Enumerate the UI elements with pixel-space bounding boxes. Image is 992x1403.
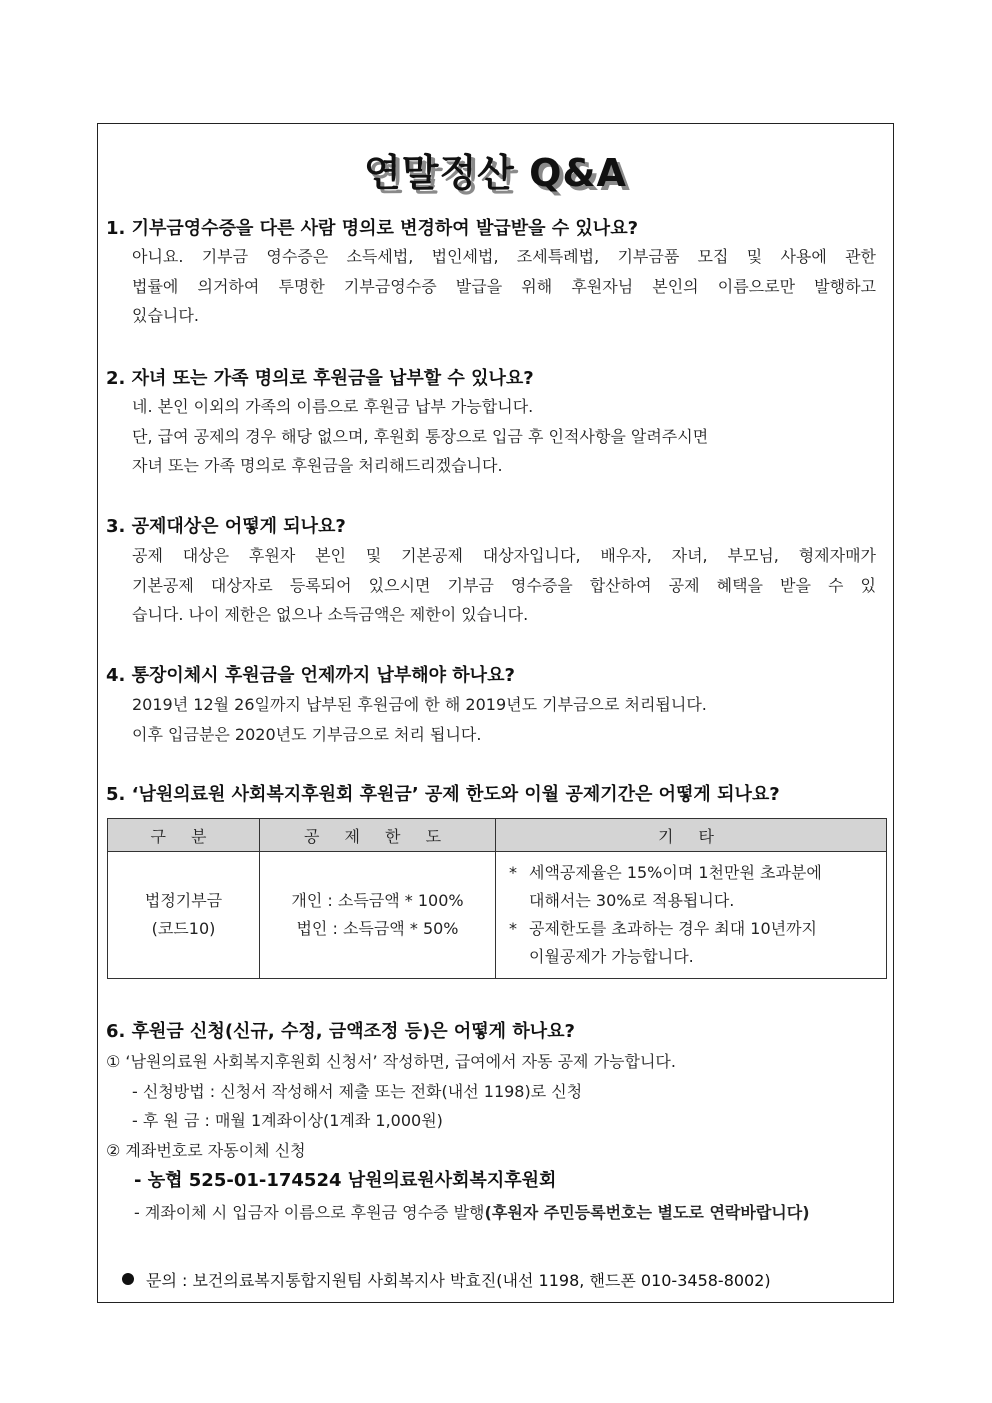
contact-text: 문의 : 보건의료복지통합지원팀 사회복지사 박효진(내선 1198, 핸드폰 010-3458-8002) <box>146 1271 771 1290</box>
note-line: 공제한도를 초과하는 경우 최대 10년까지 <box>529 919 817 938</box>
apply-item-1: ① ‘남원의료원 사회복지후원회 신청서’ 작성하면, 급여에서 자동 공제 가능합니다. <box>106 1052 676 1071</box>
table-header: 구 분 <box>108 819 260 852</box>
answer-1-line: 있습니다. <box>132 306 199 325</box>
asterisk-icon: * <box>509 919 517 938</box>
question-1: 1. 기부금영수증을 다른 사람 명의로 변경하여 발급받을 수 있나요? <box>106 218 639 239</box>
table-header-row <box>108 819 887 852</box>
note-line: 대해서는 30%로 적용됩니다. <box>529 891 735 910</box>
apply-method: - 신청방법 : 신청서 작성해서 제출 또는 전화(내선 1198)로 신청 <box>132 1082 583 1101</box>
answer-1-line: 법률에 의거하여 투명한 기부금영수증 발급을 위해 후원자님 본인의 이름으로만 발행하고 <box>132 276 876 296</box>
answer-4 <box>132 690 876 749</box>
answer-4-line: 이후 입금분은 2020년도 기부금으로 처리 됩니다. <box>132 724 482 744</box>
question-6: 6. 후원금 신청(신규, 수정, 금액조정 등)은 어떻게 하나요? <box>106 1021 575 1042</box>
notes-cell <box>496 852 887 979</box>
answer-1-line: 아니요. 기부금 영수증은 소득세법, 법인세법, 조세특례법, 기부금품 모집 및 사용에 관한 <box>132 247 876 266</box>
apply-amount: - 후 원 금 : 매월 1계좌이상(1계좌 1,000원) <box>132 1111 443 1130</box>
table-header: 기 타 <box>496 819 887 852</box>
table-header: 공 제 한 도 <box>260 819 496 852</box>
apply-item-2: ② 계좌번호로 자동이체 신청 <box>106 1141 306 1160</box>
bullet-icon <box>122 1273 134 1285</box>
question-3: 3. 공제대상은 어떻게 되나요? <box>106 516 346 537</box>
answer-3-line: 공제 대상은 후원자 본인 및 기본공제 대상자입니다, 배우자, 자녀, 부모님, 형제자매가 <box>132 546 876 565</box>
note-item <box>509 859 871 915</box>
page-title: 연말정산 Q&A <box>364 151 627 195</box>
contact-line <box>122 1268 771 1291</box>
note-line: 이월공제가 가능합니다. <box>529 947 694 966</box>
receipt-note-text: - 계좌이체 시 입금자 이름으로 후원금 영수증 발행 <box>134 1203 485 1222</box>
limit-cell <box>260 852 496 979</box>
note-item <box>509 915 871 971</box>
answer-2-line: 네. 본인 이외의 가족의 이름으로 후원금 납부 가능합니다. <box>132 397 534 416</box>
answer-3 <box>132 541 876 630</box>
question-2: 2. 자녀 또는 가족 명의로 후원금을 납부할 수 있나요? <box>106 368 534 389</box>
deduction-table <box>107 818 887 979</box>
answer-2 <box>132 392 876 481</box>
answer-2-line: 자녀 또는 가족 명의로 후원금을 처리해드리겠습니다. <box>132 456 503 475</box>
limit-corporate: 법인 : 소득금액 * 50% <box>296 919 459 938</box>
bank-account: - 농협 525-01-174524 남원의료원사회복지후원회 <box>134 1170 557 1191</box>
question-5: 5. ‘남원의료원 사회복지후원회 후원금’ 공제 한도와 이월 공제기간은 어떻게 되나요? <box>106 784 780 805</box>
asterisk-icon: * <box>509 863 517 882</box>
notes-list <box>497 853 885 977</box>
answer-3-line: 습니다. 나이 제한은 없으나 소득금액은 제한이 있습니다. <box>132 605 529 624</box>
category-label: 법정기부금 <box>144 891 223 910</box>
answer-2-line: 단, 급여 공제의 경우 해당 없으며, 후원회 통장으로 입금 후 인적사항을 알려주시면 <box>132 426 709 446</box>
answer-3-line: 기본공제 대상자로 등록되어 있으시면 기부금 영수증을 합산하여 공제 혜택을 받을 수 있 <box>132 575 876 595</box>
question-4: 4. 통장이체시 후원금을 언제까지 납부해야 하나요? <box>106 665 515 686</box>
document-frame <box>97 123 894 1303</box>
note-line: 세액공제율은 15%이며 1천만원 초과분에 <box>529 863 822 882</box>
table-row <box>108 852 887 979</box>
answer-1 <box>132 242 876 331</box>
category-code: (코드10) <box>151 919 216 938</box>
answer-4-line: 2019년 12월 26일까지 납부된 후원금에 한 해 2019년도 기부금으로 처리됩니다. <box>132 695 707 714</box>
receipt-note <box>134 1200 810 1223</box>
limit-individual: 개인 : 소득금액 * 100% <box>291 891 464 910</box>
receipt-note-bold: (후원자 주민등록번호는 별도로 연락바랍니다) <box>484 1203 810 1222</box>
category-cell <box>108 852 260 979</box>
